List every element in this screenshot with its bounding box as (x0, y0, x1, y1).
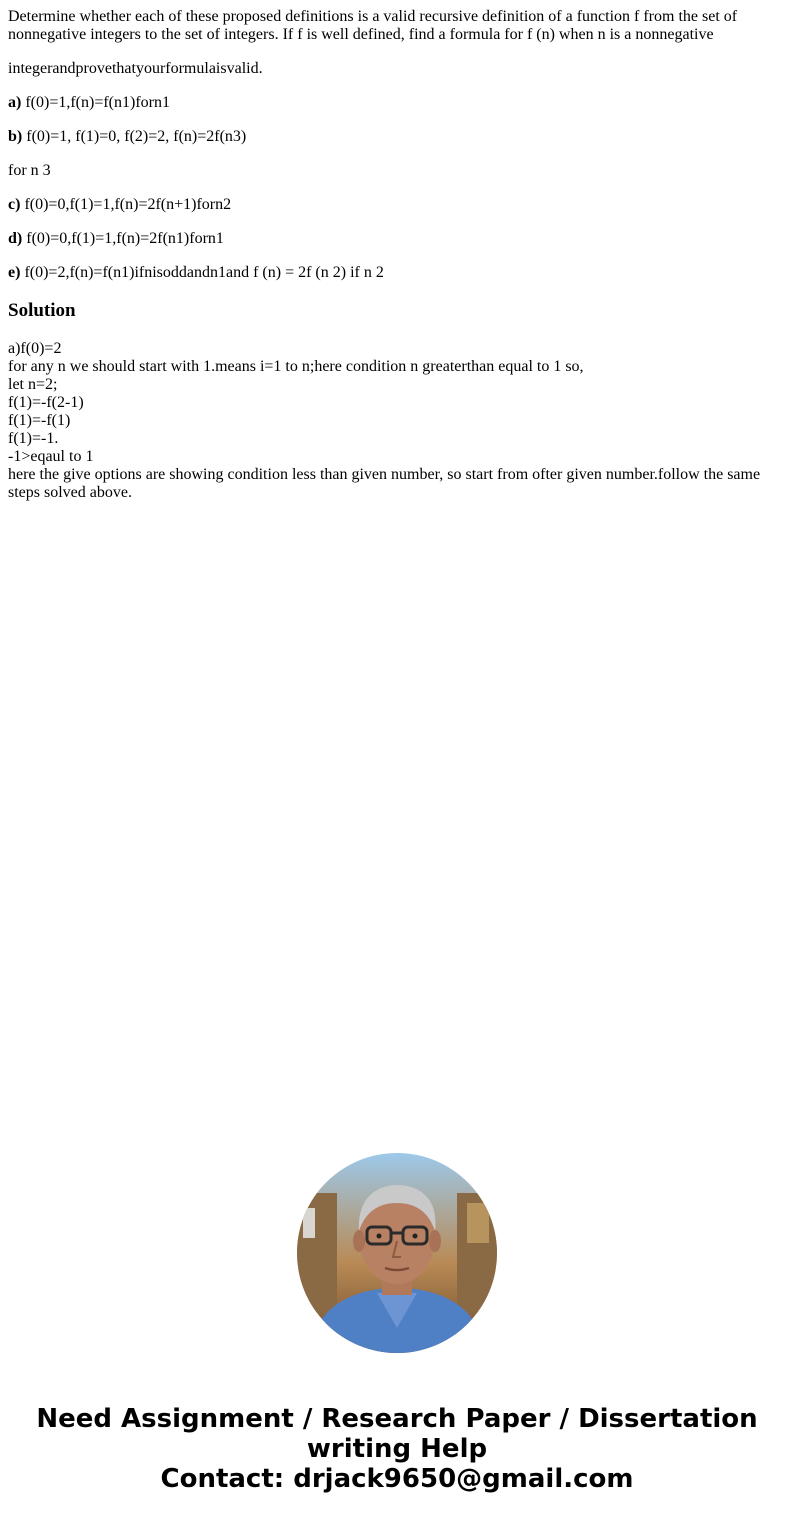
promo-contact: Contact: drjack9650@gmail.com (160, 1464, 634, 1494)
question-item-e (8, 264, 786, 282)
item-label: c) (8, 196, 21, 213)
author-portrait-image (297, 1153, 497, 1353)
solution-line: f(1)=-f(2-1) (8, 394, 84, 411)
solution-line: a)f(0)=2 (8, 340, 62, 357)
item-label: d) (8, 230, 23, 247)
document-body (8, 8, 786, 502)
item-label: a) (8, 94, 22, 111)
item-text: for n 3 (8, 162, 51, 179)
item-label: e) (8, 264, 21, 281)
item-text: f(0)=0,f(1)=1,f(n)=2f(n+1)forn2 (20, 196, 232, 213)
solution-line: let n=2; (8, 376, 58, 393)
solution-line: for any n we should start with 1.means i=1 to n;here condition n greaterthan equal to 1 so, (8, 358, 584, 375)
item-text: f(0)=1,f(n)=f(n1)forn1 (21, 94, 170, 111)
solution-heading: Solution (8, 300, 76, 321)
question-intro: Determine whether each of these proposed definitions is a valid recursive definition of a function f from the set of nonnegative integers to the set of integers. If f is well defined, find a formula for f (n) when n is a nonnegative (8, 8, 738, 43)
solution-body (8, 340, 786, 502)
item-text: f(0)=0,f(1)=1,f(n)=2f(n1)forn1 (22, 230, 224, 247)
solution-line: f(1)=-1. (8, 430, 59, 447)
question-item-a (8, 94, 786, 112)
item-label: b) (8, 128, 23, 145)
question-intro-continued: integerandprovethatyourformulaisvalid. (8, 60, 263, 77)
question-item-c (8, 196, 786, 214)
promo-line-1: Need Assignment / Research Paper / Dissertation (36, 1404, 758, 1434)
solution-line: -1>eqaul to 1 (8, 448, 94, 465)
question-item-b-cont (8, 162, 786, 180)
item-text: f(0)=1, f(1)=0, f(2)=2, f(n)=2f(n3) (22, 128, 247, 145)
solution-line: f(1)=-f(1) (8, 412, 71, 429)
question-item-b (8, 128, 786, 146)
promo-line-2: writing Help (306, 1434, 488, 1464)
item-text: f(0)=2,f(n)=f(n1)ifnisoddandn1and f (n) = 2f (n 2) if n 2 (20, 264, 384, 281)
solution-line: here the give options are showing condition less than given number, so start from ofter given number.follow the same steps solved above. (8, 466, 765, 501)
promo-footer (0, 1404, 794, 1494)
question-item-d (8, 230, 786, 248)
author-avatar (297, 1153, 497, 1353)
